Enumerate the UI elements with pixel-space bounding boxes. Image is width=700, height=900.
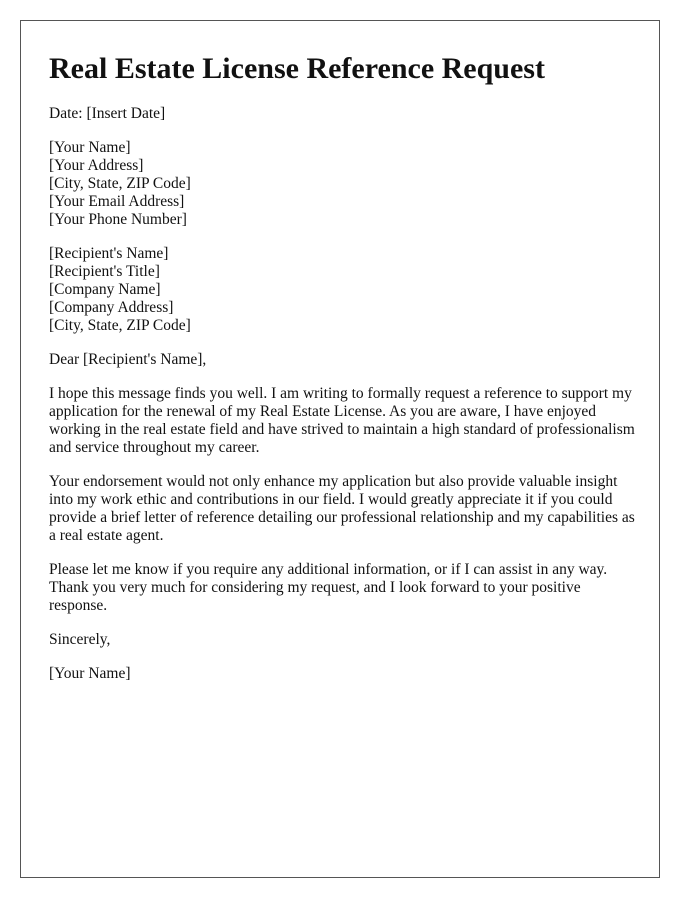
body-paragraph-intro: I hope this message finds you well. I am writing to formally request a reference to support my application for the renewal of my Real Estate License. As you are aware, I have enjoyed working in the real estate field and have strived to maintain a high standard of professionalism and service throughout my career. — [49, 385, 635, 456]
letter-content — [49, 51, 639, 699]
recipient-name: [Recipient's Name] — [49, 245, 169, 262]
sender-name: [Your Name] — [49, 139, 131, 156]
date-line: Date: [Insert Date] — [49, 105, 166, 122]
body-paragraph-closing: Please let me know if you require any additional information, or if I can assist in any way. Thank you very much for considering my request, and I look forward to your positive response. — [49, 561, 608, 614]
sender-city-state-zip: [City, State, ZIP Code] — [49, 175, 191, 192]
letter-title: Real Estate License Reference Request — [49, 52, 545, 85]
recipient-company-address: [Company Address] — [49, 299, 174, 316]
sender-email: [Your Email Address] — [49, 193, 185, 210]
recipient-city-state-zip: [City, State, ZIP Code] — [49, 317, 191, 334]
recipient-title: [Recipient's Title] — [49, 263, 160, 280]
sender-phone: [Your Phone Number] — [49, 211, 187, 228]
sender-address-block — [49, 139, 639, 229]
recipient-company: [Company Name] — [49, 281, 161, 298]
recipient-address-block — [49, 245, 639, 335]
letter-page — [20, 20, 660, 878]
sender-address: [Your Address] — [49, 157, 144, 174]
body-paragraph-endorsement: Your endorsement would not only enhance my application but also provide valuable insight into my work ethic and contributions in our field. I would greatly appreciate it if you could provide a brief letter of reference detailing our professional relationship and my capabilities as a real estate agent. — [49, 473, 635, 544]
signature-name: [Your Name] — [49, 665, 131, 682]
salutation: Dear [Recipient's Name], — [49, 351, 207, 368]
closing: Sincerely, — [49, 631, 111, 648]
